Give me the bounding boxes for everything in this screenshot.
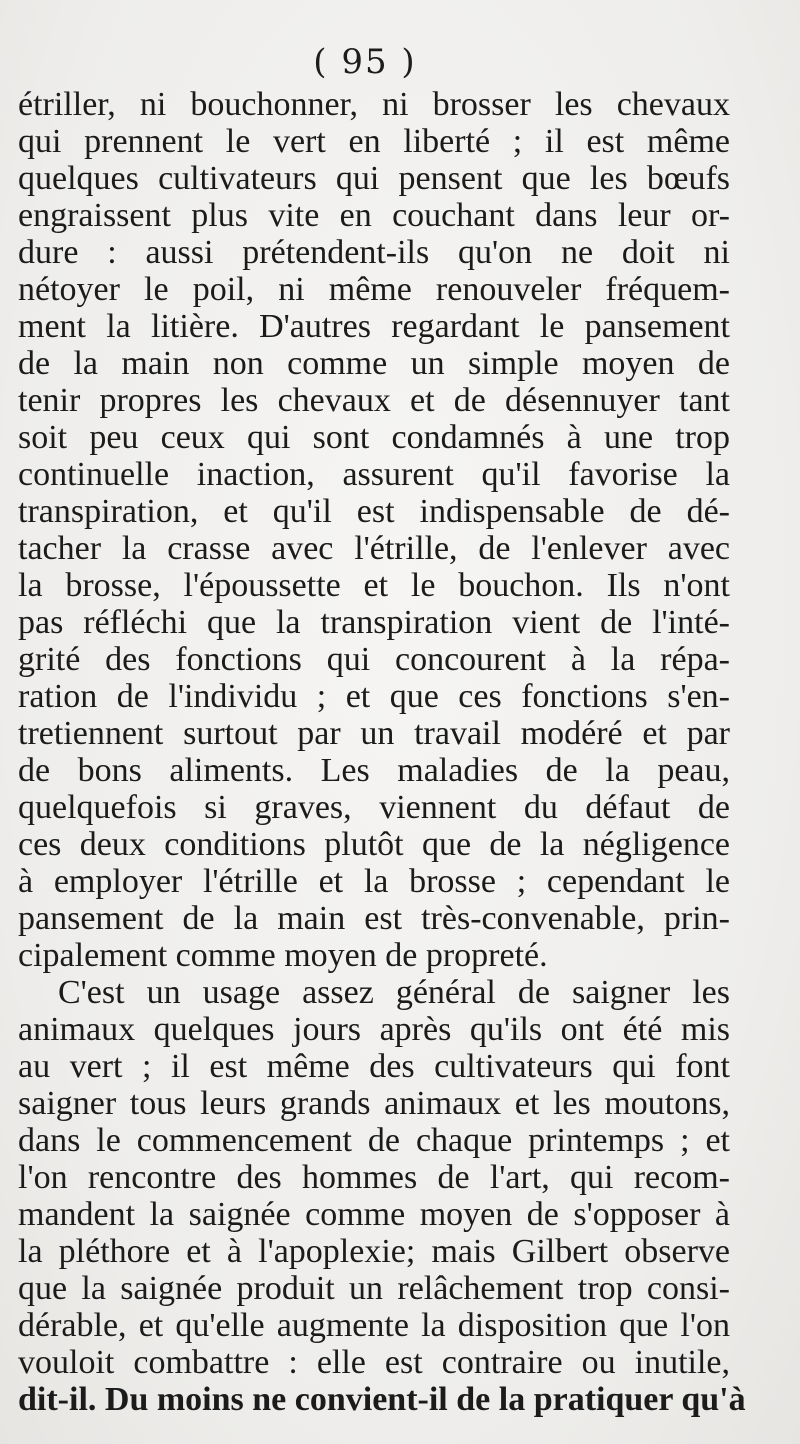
text-line: que la saignée produit un relâchement trop consi- — [18, 1270, 730, 1307]
text-line: pas réfléchi que la transpiration vient de l'inté- — [18, 604, 730, 641]
text-line: quelques cultivateurs qui pensent que les bœufs — [18, 160, 730, 197]
text-line: dans le commencement de chaque printemps ; et — [18, 1122, 730, 1159]
text-line: saigner tous leurs grands animaux et les moutons, — [18, 1085, 730, 1122]
text-line: ces deux conditions plutôt que de la négligence — [18, 826, 730, 863]
text-line: vouloit combattre : elle est contraire ou inutile, — [18, 1344, 730, 1381]
text-line: pansement de la main est très-convenable, prin- — [18, 900, 730, 937]
paragraph-end-line: cipalement comme moyen de propreté. — [18, 937, 548, 974]
text-line: la brosse, l'époussette et le bouchon. Ils n'ont — [18, 567, 730, 604]
text-line: de la main non comme un simple moyen de — [18, 345, 730, 382]
body-text — [18, 86, 746, 1418]
text-line: de bons aliments. Les maladies de la peau, — [18, 752, 730, 789]
text-line: dit-il. Du moins ne convient-il de la pratiquer qu'à — [18, 1381, 746, 1418]
text-line: engraissent plus vite en couchant dans leur or- — [18, 197, 730, 234]
text-line: étriller, ni bouchonner, ni brosser les chevaux — [18, 86, 730, 123]
text-line: continuelle inaction, assurent qu'il favorise la — [18, 456, 730, 493]
text-line: à employer l'étrille et la brosse ; cependant le — [18, 863, 730, 900]
text-line: au vert ; il est même des cultivateurs qui font — [18, 1048, 730, 1085]
text-line: dérable, et qu'elle augmente la disposition que l'on — [18, 1307, 730, 1344]
text-line: mandent la saignée comme moyen de s'opposer à — [18, 1196, 730, 1233]
text-line: quelquefois si graves, viennent du défaut de — [18, 789, 730, 826]
text-line: grité des fonctions qui concourent à la répa- — [18, 641, 730, 678]
text-line: ration de l'individu ; et que ces fonctions s'en- — [18, 678, 730, 715]
text-line: tacher la crasse avec l'étrille, de l'enlever avec — [18, 530, 730, 567]
page-number: ( 95 ) — [313, 42, 417, 82]
text-line: tretiennent surtout par un travail modéré et par — [18, 715, 730, 752]
text-line: animaux quelques jours après qu'ils ont été mis — [18, 1011, 730, 1048]
text-line: soit peu ceux qui sont condamnés à une trop — [18, 419, 730, 456]
text-line: dure : aussi prétendent-ils qu'on ne doit ni — [18, 234, 730, 271]
paragraph-start-line: C'est un usage assez général de saigner les — [58, 974, 730, 1011]
text-line: tenir propres les chevaux et de désennuyer tant — [18, 382, 730, 419]
text-line: qui prennent le vert en liberté ; il est même — [18, 123, 730, 160]
text-line: ment la litière. D'autres regardant le pansement — [18, 308, 730, 345]
text-line: nétoyer le poil, ni même renouveler fréquem- — [18, 271, 730, 308]
text-line: la pléthore et à l'apoplexie; mais Gilbert observe — [18, 1233, 730, 1270]
text-line: transpiration, et qu'il est indispensable de dé- — [18, 493, 730, 530]
text-line: l'on rencontre des hommes de l'art, qui recom- — [18, 1159, 730, 1196]
